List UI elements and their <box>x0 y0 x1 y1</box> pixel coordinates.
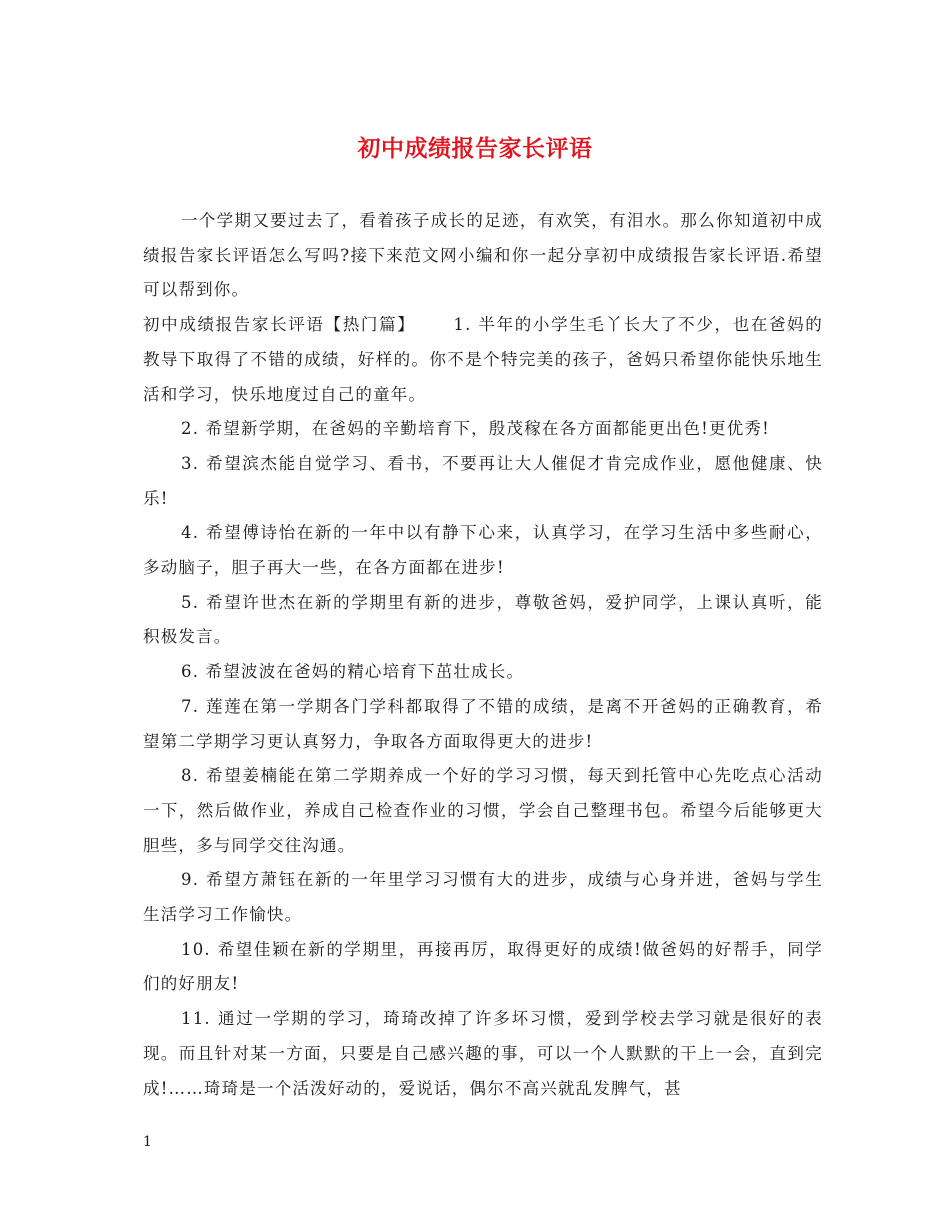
comment-item-11: 11. 通过一学期的学习，琦琦改掉了许多坏习惯，爱到学校去学习就是很好的表现。而且针对某一方面，只要是自己感兴趣的事，可以一个人默默的干上一会，直到完成!……琦琦是一个活泼好动的，爱说话，偶尔不高兴就乱发脾气，甚 <box>143 1009 823 1098</box>
intro-paragraph: 一个学期又要过去了，看着孩子成长的足迹，有欢笑，有泪水。那么你知道初中成绩报告家长评语怎么写吗?接下来范文网小编和你一起分享初中成绩报告家长评语.希望可以帮到你。 <box>143 211 823 300</box>
comment-item-7: 7. 莲莲在第一学期各门学科都取得了不错的成绩，是离不开爸妈的正确教育，希望第二学期学习更认真努力，争取各方面取得更大的进步! <box>143 696 823 751</box>
comment-item-4: 4. 希望傅诗怡在新的一年中以有静下心来，认真学习，在学习生活中多些耐心，多动脑子，胆子再大一些，在各方面都在进步! <box>143 523 823 578</box>
comment-item-9: 9. 希望方萧钰在新的一年里学习习惯有大的进步，成绩与心身并进，爸妈与学生生活学习工作愉快。 <box>143 870 823 925</box>
comment-item-6: 6. 希望波波在爸妈的精心培育下茁壮成长。 <box>181 662 525 682</box>
section-paragraph <box>143 308 823 412</box>
comment-item-3: 3. 希望滨杰能自觉学习、看书，不要再让大人催促才肯完成作业，愿他健康、快乐! <box>143 453 823 508</box>
section-heading: 初中成绩报告家长评语【热门篇】 <box>143 315 416 335</box>
comment-item-1: 1. 半年的小学生毛丫长大了不少，也在爸妈的教导下取得了不错的成绩，好样的。你不是个特完美的孩子，爸妈只希望你能快乐地生活和学习，快乐地度过自己的童年。 <box>143 315 824 404</box>
page-number: 1 <box>143 1134 152 1150</box>
comment-item-5: 5. 希望许世杰在新的学期里有新的进步，尊敬爸妈，爱护同学，上课认真听，能积极发言。 <box>143 592 823 647</box>
document-title: 初中成绩报告家长评语 <box>357 135 593 162</box>
comment-item-8: 8. 希望姜楠能在第二学期养成一个好的学习习惯，每天到托管中心先吃点心活动一下，然后做作业，养成自己检查作业的习惯，学会自己整理书包。希望今后能够更大胆些，多与同学交往沟通。 <box>143 766 823 855</box>
document-body <box>143 204 823 1106</box>
comment-item-10: 10. 希望佳颖在新的学期里，再接再厉，取得更好的成绩!做爸妈的好帮手，同学们的好朋友! <box>143 939 823 994</box>
comment-item-2: 2. 希望新学期，在爸妈的辛勤培育下，殷茂稼在各方面都能更出色!更优秀! <box>181 419 770 439</box>
